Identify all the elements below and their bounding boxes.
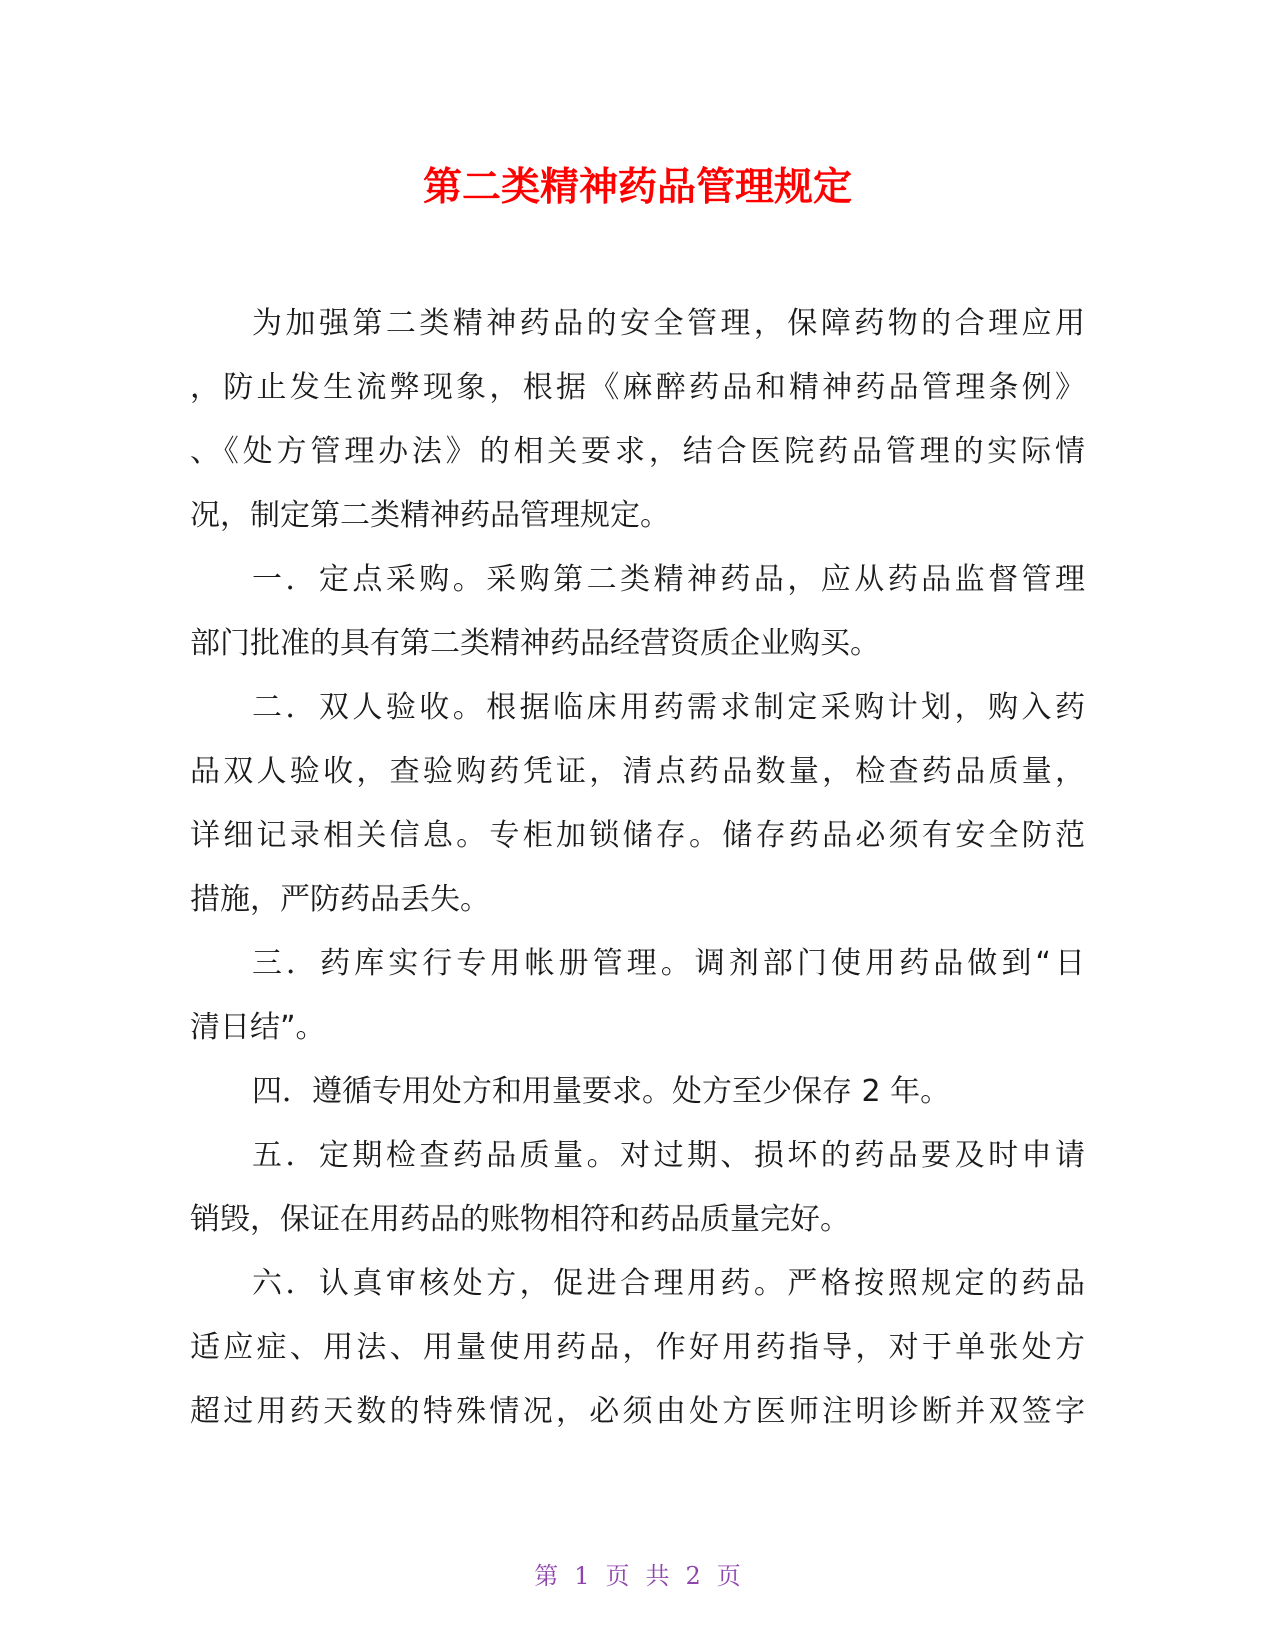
body-line: 六．认真审核处方，促进合理用药。严格按照规定的药品 [252,1266,1085,1301]
body-line: 况，制定第二类精神药品管理规定。 [190,498,670,533]
body-line: 五．定期检查药品质量。对过期、损坏的药品要及时申请 [252,1138,1085,1173]
page-footer [0,1560,1275,1592]
body-line: 适应症、用法、用量使用药品，作好用药指导，对于单张处方 [190,1330,1085,1365]
footer-label-mid: 页 [605,1562,630,1590]
footer-current-page: 1 [574,1562,590,1590]
body-line: 清日结”。 [190,1010,326,1045]
body-line: 一．定点采购。采购第二类精神药品，应从药品监督管理 [252,562,1085,597]
document-body [190,292,1085,1444]
body-line: 、《处方管理办法》的相关要求，结合医院药品管理的实际情 [190,434,1085,469]
body-line: 措施，严防药品丢失。 [190,882,490,917]
body-line: 品双人验收，查验购药凭证，清点药品数量，检查药品质量， [190,754,1085,789]
body-line: 为加强第二类精神药品的安全管理，保障药物的合理应用 [252,306,1085,341]
body-line: 三．药库实行专用帐册管理。调剂部门使用药品做到“日 [252,946,1085,981]
body-line: 详细记录相关信息。专柜加锁储存。储存药品必须有安全防范 [190,818,1085,853]
document-title: 第二类精神药品管理规定 [422,165,852,210]
body-line: 销毁，保证在用药品的账物相符和药品质量完好。 [190,1202,850,1237]
body-line: 部门批准的具有第二类精神药品经营资质企业购买。 [190,626,880,661]
footer-total-pages: 2 [685,1562,701,1590]
body-line: 超过用药天数的特殊情况，必须由处方医师注明诊断并双签字 [190,1394,1085,1429]
body-line: 二．双人验收。根据临床用药需求制定采购计划，购入药 [252,690,1085,725]
footer-label-page: 第 [534,1562,559,1590]
footer-label-total: 共 [645,1562,670,1590]
body-line: 四．遵循专用处方和用量要求。处方至少保存 2 年。 [252,1074,951,1109]
body-line: ，防止发生流弊现象，根据《麻醉药品和精神药品管理条例》 [190,370,1085,405]
footer-label-end: 页 [716,1562,741,1590]
